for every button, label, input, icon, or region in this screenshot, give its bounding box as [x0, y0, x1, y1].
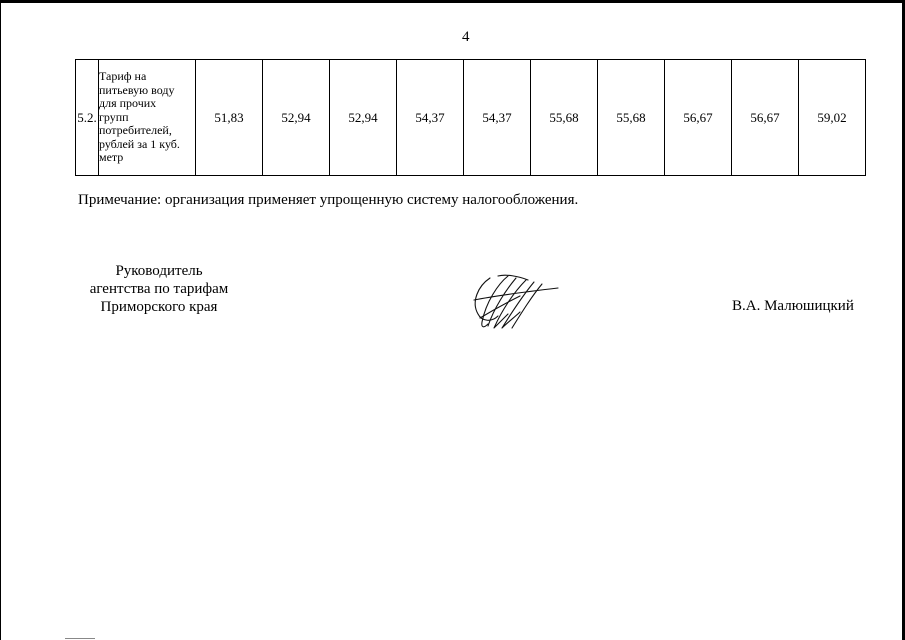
row-label-line: Тариф на	[99, 69, 147, 84]
position-line: Приморского края	[100, 299, 218, 315]
signatory-position	[78, 262, 240, 316]
tariff-value-cell: 52,94	[330, 60, 397, 176]
row-number-cell: 5.2.	[76, 60, 99, 176]
page-number: 4	[462, 29, 470, 45]
tariff-value-cell: 56,67	[732, 60, 799, 176]
page-border-top	[0, 0, 905, 3]
table-row	[76, 60, 866, 176]
position-line: агентства по тарифам	[89, 281, 229, 297]
tariff-value-cell: 51,83	[196, 60, 263, 176]
tariff-value-cell: 55,68	[531, 60, 598, 176]
handwritten-signature	[468, 272, 563, 334]
tariff-value-cell: 59,02	[799, 60, 866, 176]
row-label-line: метр	[99, 150, 124, 165]
tariff-value-cell: 55,68	[598, 60, 665, 176]
tariff-value-cell: 54,37	[397, 60, 464, 176]
row-label-line: рублей за 1 куб.	[99, 136, 180, 151]
tariff-value-cell: 56,67	[665, 60, 732, 176]
row-label-line: питьевую воду	[99, 82, 175, 97]
note-text: Примечание: организация применяет упрощенную систему налогообложения.	[78, 192, 579, 208]
tariff-value-cell: 52,94	[263, 60, 330, 176]
row-label-line: потребителей,	[99, 123, 172, 138]
page-border-bottom-mark	[65, 638, 95, 639]
position-line: Руководитель	[115, 263, 203, 279]
page-border-left	[0, 0, 1, 640]
row-label-line: для прочих	[99, 96, 157, 111]
row-label-cell	[99, 60, 196, 176]
tariff-value-cell: 54,37	[464, 60, 531, 176]
signatory-name: В.А. Малюшицкий	[732, 298, 854, 314]
tariff-table	[75, 59, 866, 176]
row-label-line: групп	[99, 109, 129, 124]
